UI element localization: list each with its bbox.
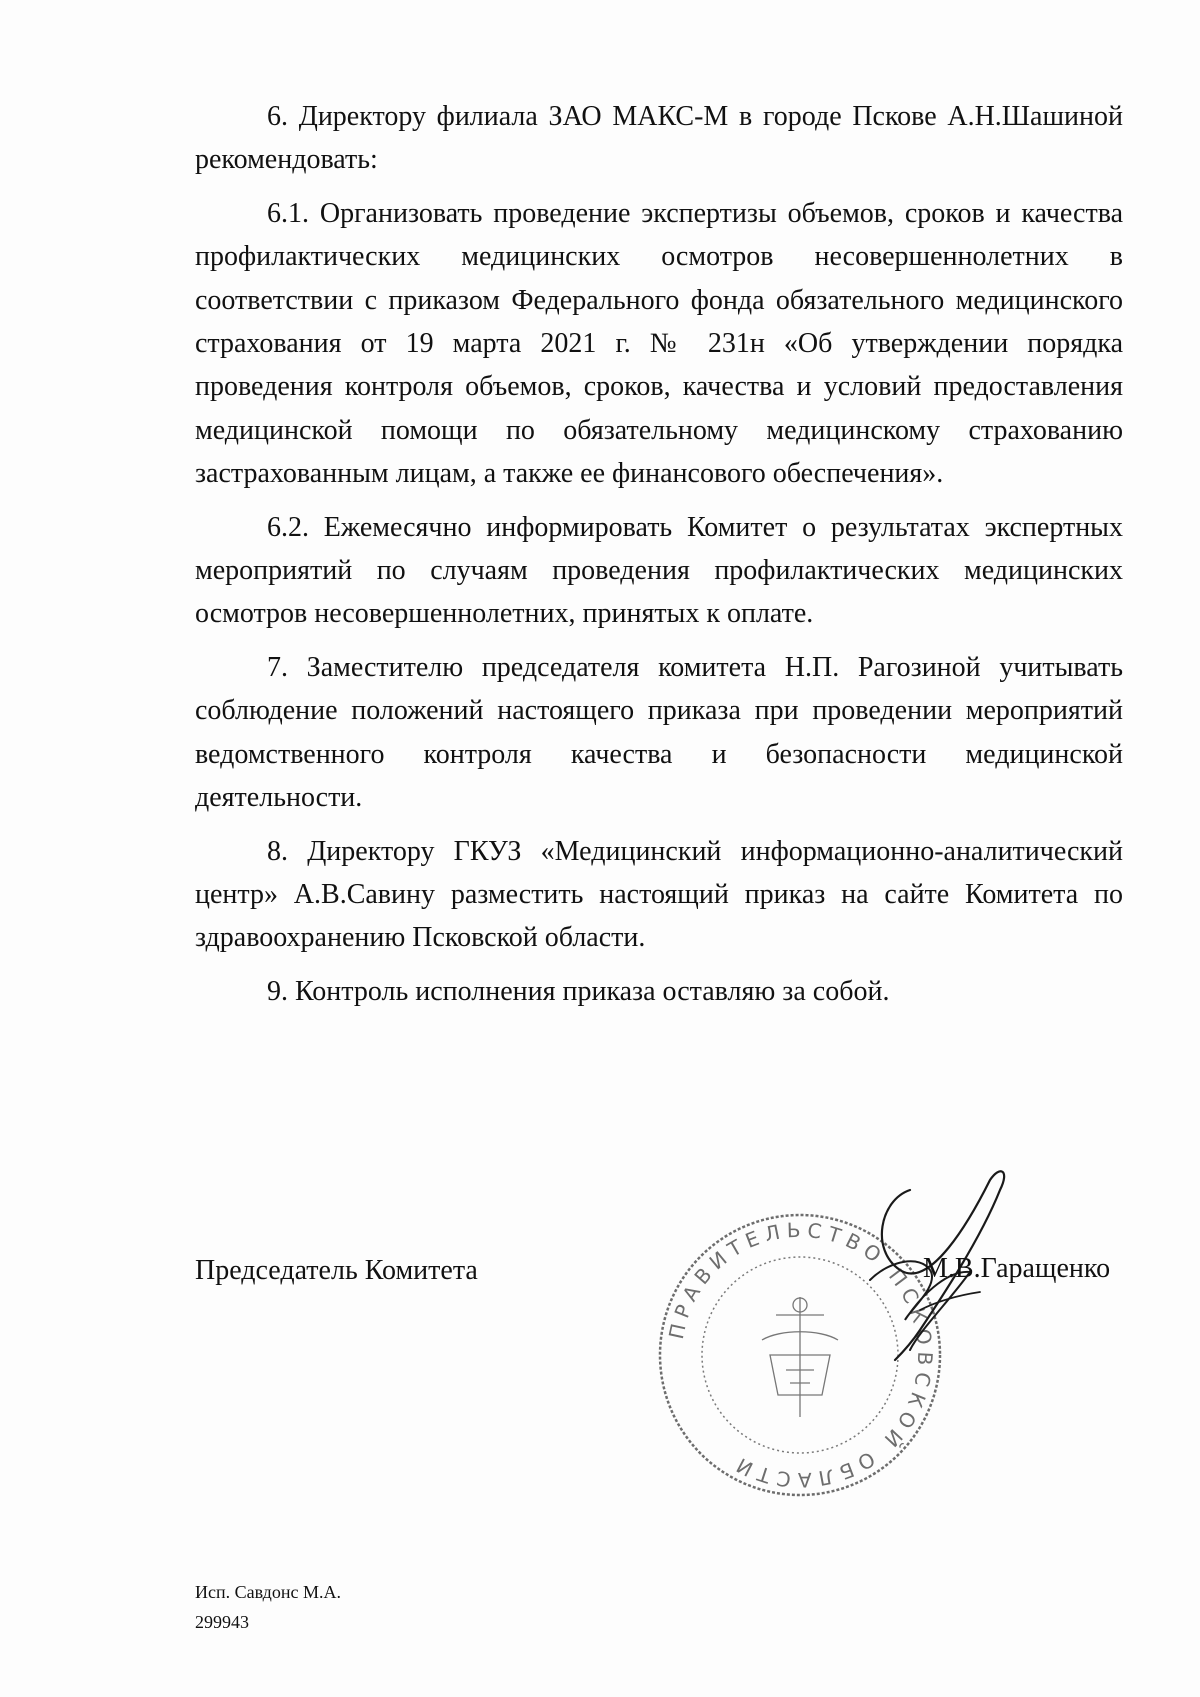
- paragraph-6: 6. Директору филиала ЗАО МАКС-М в городе Пскове А.Н.Шашиной рекомендовать:: [195, 101, 1123, 176]
- stamp-inner-ring: [702, 1257, 898, 1453]
- order-body: [195, 95, 1123, 1023]
- signatory-position: Председатель Комитета: [195, 1255, 478, 1286]
- stamp-ring-text: ПРАВИТЕЛЬСТВО ПСКОВСКОЙ ОБЛАСТИ: [663, 1217, 938, 1493]
- paragraph-7: 7. Заместителю председателя комитета Н.П. Рагозиной учитывать соблюдение положений настоящего приказа при проведении мероприятий ведомственного контроля качества и безопасности медицинской деятельности.: [195, 651, 1123, 814]
- signatory-name: М.В.Гаращенко: [923, 1253, 1111, 1284]
- paragraph-8: 8. Директору ГКУЗ «Медицинский информационно-аналитический центр» А.В.Савину разместить настоящий приказ на сайте Комитета по здравоохранению Псковской области.: [195, 835, 1123, 954]
- handwritten-signature: [850, 1160, 1020, 1370]
- paragraph-6-2: 6.2. Ежемесячно информировать Комитет о результатах экспертных мероприятий по случаям проведения профилактических медицинских осмотров несовершеннолетних, принятых к оплате.: [195, 511, 1123, 630]
- executor-info: [195, 1577, 341, 1637]
- coat-of-arms-icon: [762, 1297, 838, 1417]
- executor-phone: 299943: [195, 1612, 249, 1632]
- stamp-outer-ring: [660, 1215, 940, 1495]
- paragraph-9: 9. Контроль исполнения приказа оставляю за собой.: [267, 975, 890, 1007]
- executor-name: Исп. Савдонс М.А.: [195, 1582, 341, 1602]
- paragraph-6-1: 6.1. Организовать проведение экспертизы объемов, сроков и качества профилактических медицинских осмотров несовершеннолетних в соответствии с приказом Федерального фонда обязательного медицинского страхования от 19 марта 2021 г. № 231н «Об утверждении порядка проведения контроля объемов, сроков, качества и условий предоставления медицинской помощи по обязательному медицинскому страхованию застрахованным лицам, а также ее финансового обеспечения».: [195, 197, 1123, 490]
- official-stamp: [650, 1205, 950, 1505]
